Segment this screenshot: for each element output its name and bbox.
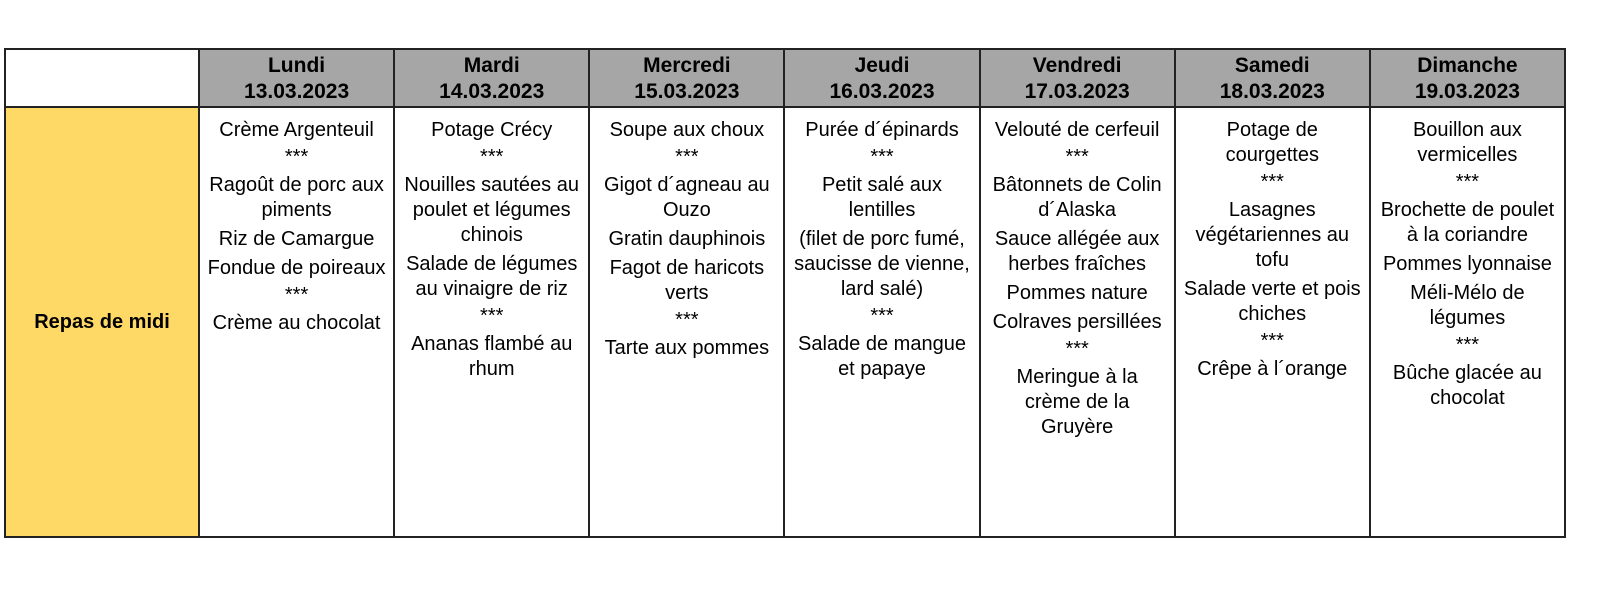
dish-item: Riz de Camargue xyxy=(218,228,375,250)
dish-item: Salade verte et pois chiches xyxy=(1183,278,1361,325)
day-header-dimanche xyxy=(1370,49,1565,107)
day-header-lundi xyxy=(199,49,394,107)
dish-item: Salade de mangue et papaye xyxy=(798,333,966,380)
day-header-mercredi xyxy=(589,49,784,107)
dish-item: Soupe aux choux xyxy=(609,119,765,141)
course-separator: *** xyxy=(284,284,309,306)
menu-cell-jeudi xyxy=(784,107,979,537)
dish-item: Potage Crécy xyxy=(431,119,553,141)
dish-item: Purée d´épinards xyxy=(805,119,959,141)
meal-label: Repas de midi xyxy=(5,107,199,537)
menu-cell-mardi xyxy=(394,107,589,537)
dish-item: Crème au chocolat xyxy=(212,312,381,334)
dish-item: Bouillon aux vermicelles xyxy=(1412,119,1522,166)
dish-item: Meringue à la crème de la Gruyère xyxy=(1016,366,1138,438)
course-separator: *** xyxy=(480,146,504,168)
day-header-samedi xyxy=(1175,49,1370,107)
day-name: Mardi xyxy=(463,54,520,77)
dish-item: Bâtonnets de Colin d´Alaska xyxy=(992,174,1162,221)
meal-row xyxy=(5,107,1565,537)
dish-item: Petit salé aux lentilles xyxy=(821,174,943,221)
dish-item: Potage de courgettes xyxy=(1225,119,1319,166)
corner-cell xyxy=(5,49,199,107)
dish-item: Gigot d´agneau au Ouzo xyxy=(604,174,770,221)
day-header-jeudi xyxy=(784,49,979,107)
dish-item: Fondue de poireaux xyxy=(207,257,386,279)
dish-item: Lasagnes végétariennes au tofu xyxy=(1195,199,1349,271)
course-separator: *** xyxy=(1260,171,1284,193)
dish-item: Pommes nature xyxy=(1006,282,1148,304)
course-separator: *** xyxy=(284,146,309,168)
dish-item: Ragoût de porc aux piments xyxy=(209,174,384,221)
dish-item: Bûche glacée au chocolat xyxy=(1392,362,1542,409)
dish-item: (filet de porc fumé, saucisse de vienne, lard salé) xyxy=(794,228,970,300)
day-date: 18.03.2023 xyxy=(1219,80,1325,103)
day-header-vendredi xyxy=(980,49,1175,107)
course-separator: *** xyxy=(480,305,504,327)
day-name: Dimanche xyxy=(1417,54,1518,77)
dish-item: Ananas flambé au rhum xyxy=(411,333,573,380)
dish-item: Crème Argenteuil xyxy=(219,119,374,141)
menu-cell-mercredi xyxy=(589,107,784,537)
course-separator: *** xyxy=(675,146,699,168)
day-date: 13.03.2023 xyxy=(244,80,350,103)
header-row xyxy=(5,49,1565,107)
day-date: 15.03.2023 xyxy=(634,80,740,103)
menu-cell-vendredi xyxy=(980,107,1175,537)
dish-item: Pommes lyonnaise xyxy=(1382,253,1552,275)
day-name: Mercredi xyxy=(643,54,731,77)
day-name: Vendredi xyxy=(1032,54,1122,77)
day-date: 16.03.2023 xyxy=(829,80,935,103)
day-date: 19.03.2023 xyxy=(1414,80,1520,103)
course-separator: *** xyxy=(675,309,699,331)
course-separator: *** xyxy=(1260,330,1284,352)
course-separator: *** xyxy=(1455,334,1480,356)
day-date: 14.03.2023 xyxy=(439,80,545,103)
menu-cell-dimanche xyxy=(1370,107,1565,537)
dish-item: Salade de légumes au vinaigre de riz xyxy=(406,253,578,300)
dish-item: Crêpe à l´orange xyxy=(1197,358,1348,380)
day-name: Lundi xyxy=(267,54,326,77)
dish-item: Tarte aux pommes xyxy=(604,337,770,359)
course-separator: *** xyxy=(870,305,894,327)
menu-cell-samedi xyxy=(1175,107,1370,537)
course-separator: *** xyxy=(1065,338,1089,360)
course-separator: *** xyxy=(1455,171,1480,193)
dish-item: Velouté de cerfeuil xyxy=(994,119,1160,141)
day-name: Jeudi xyxy=(854,54,910,77)
course-separator: *** xyxy=(1065,146,1089,168)
weekly-menu-table xyxy=(4,48,1566,538)
day-name: Samedi xyxy=(1234,54,1310,77)
dish-item: Gratin dauphinois xyxy=(608,228,766,250)
dish-item: Sauce allégée aux herbes fraîches xyxy=(994,228,1160,275)
day-date: 17.03.2023 xyxy=(1024,80,1130,103)
dish-item: Méli-Mélo de légumes xyxy=(1410,282,1525,329)
menu-cell-lundi xyxy=(199,107,394,537)
day-header-mardi xyxy=(394,49,589,107)
course-separator: *** xyxy=(870,146,894,168)
dish-item: Fagot de haricots verts xyxy=(609,257,765,304)
dish-item: Nouilles sautées au poulet et légumes chinois xyxy=(404,174,579,246)
dish-item: Brochette de poulet à la coriandre xyxy=(1380,199,1555,246)
dish-item: Colraves persillées xyxy=(992,311,1162,333)
